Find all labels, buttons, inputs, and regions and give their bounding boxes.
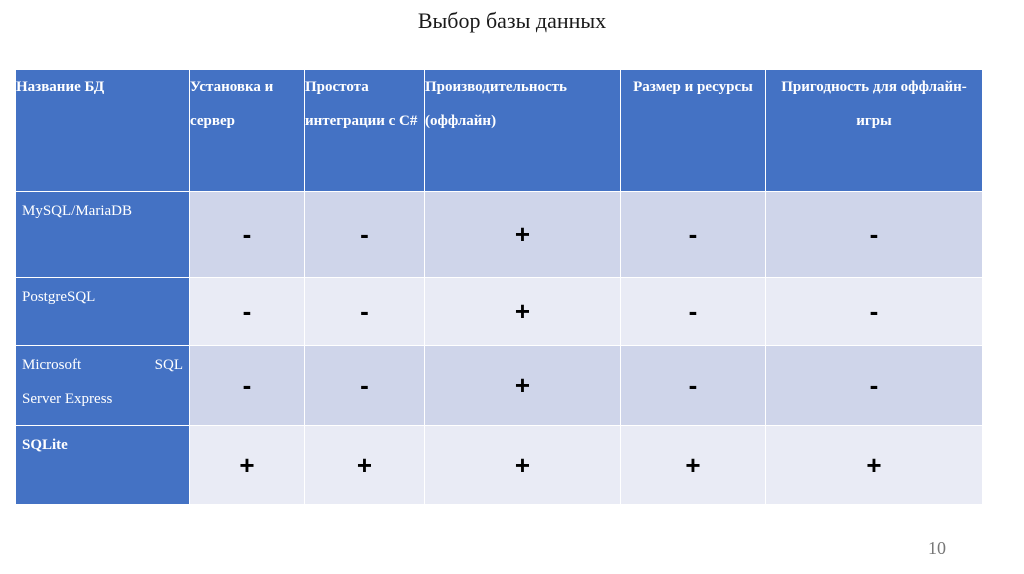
table-cell: + [425,346,621,426]
table-row [16,346,983,426]
table-cell: + [190,426,305,505]
slide-title: Выбор базы данных [417,8,607,33]
table-cell: - [766,192,983,278]
row-name-word: Microsoft [22,357,82,373]
column-header-offline-game: Пригодность для оффлайн-игры [766,70,983,192]
table-cell: - [305,278,425,346]
table-cell: + [425,426,621,505]
table-cell: - [190,278,305,346]
column-header-integration: Простота интеграции с C# [305,70,425,192]
column-header-install: Установка и сервер [190,70,305,192]
row-name: MySQL/MariaDB [16,192,190,278]
table-cell: - [766,346,983,426]
table-cell: + [621,426,766,505]
row-name: SQLite [16,426,190,505]
column-header-performance: Производительность (оффлайн) [425,70,621,192]
table-cell: - [766,278,983,346]
table-cell: + [766,426,983,505]
header-row [16,70,983,192]
column-header-db-name: Название БД [16,70,190,192]
column-header-size: Размер и ресурсы [621,70,766,192]
row-name: PostgreSQL [16,278,190,346]
table-cell: - [621,346,766,426]
table-cell: + [305,426,425,505]
table-cell: - [305,192,425,278]
row-name-line-1 [22,348,183,382]
table-cell: - [621,192,766,278]
row-name-word: SQL [154,357,183,373]
table-cell: + [425,192,621,278]
table-cell: + [425,278,621,346]
row-name [16,346,190,426]
table-cell: - [621,278,766,346]
table-cell: - [190,346,305,426]
comparison-table [15,69,983,505]
table-cell: - [190,192,305,278]
table-row [16,192,983,278]
table-cell: - [305,346,425,426]
table-row [16,426,983,505]
row-name-line-2: Server Express [22,391,113,407]
table-row [16,278,983,346]
page-number: 10 [928,538,946,558]
